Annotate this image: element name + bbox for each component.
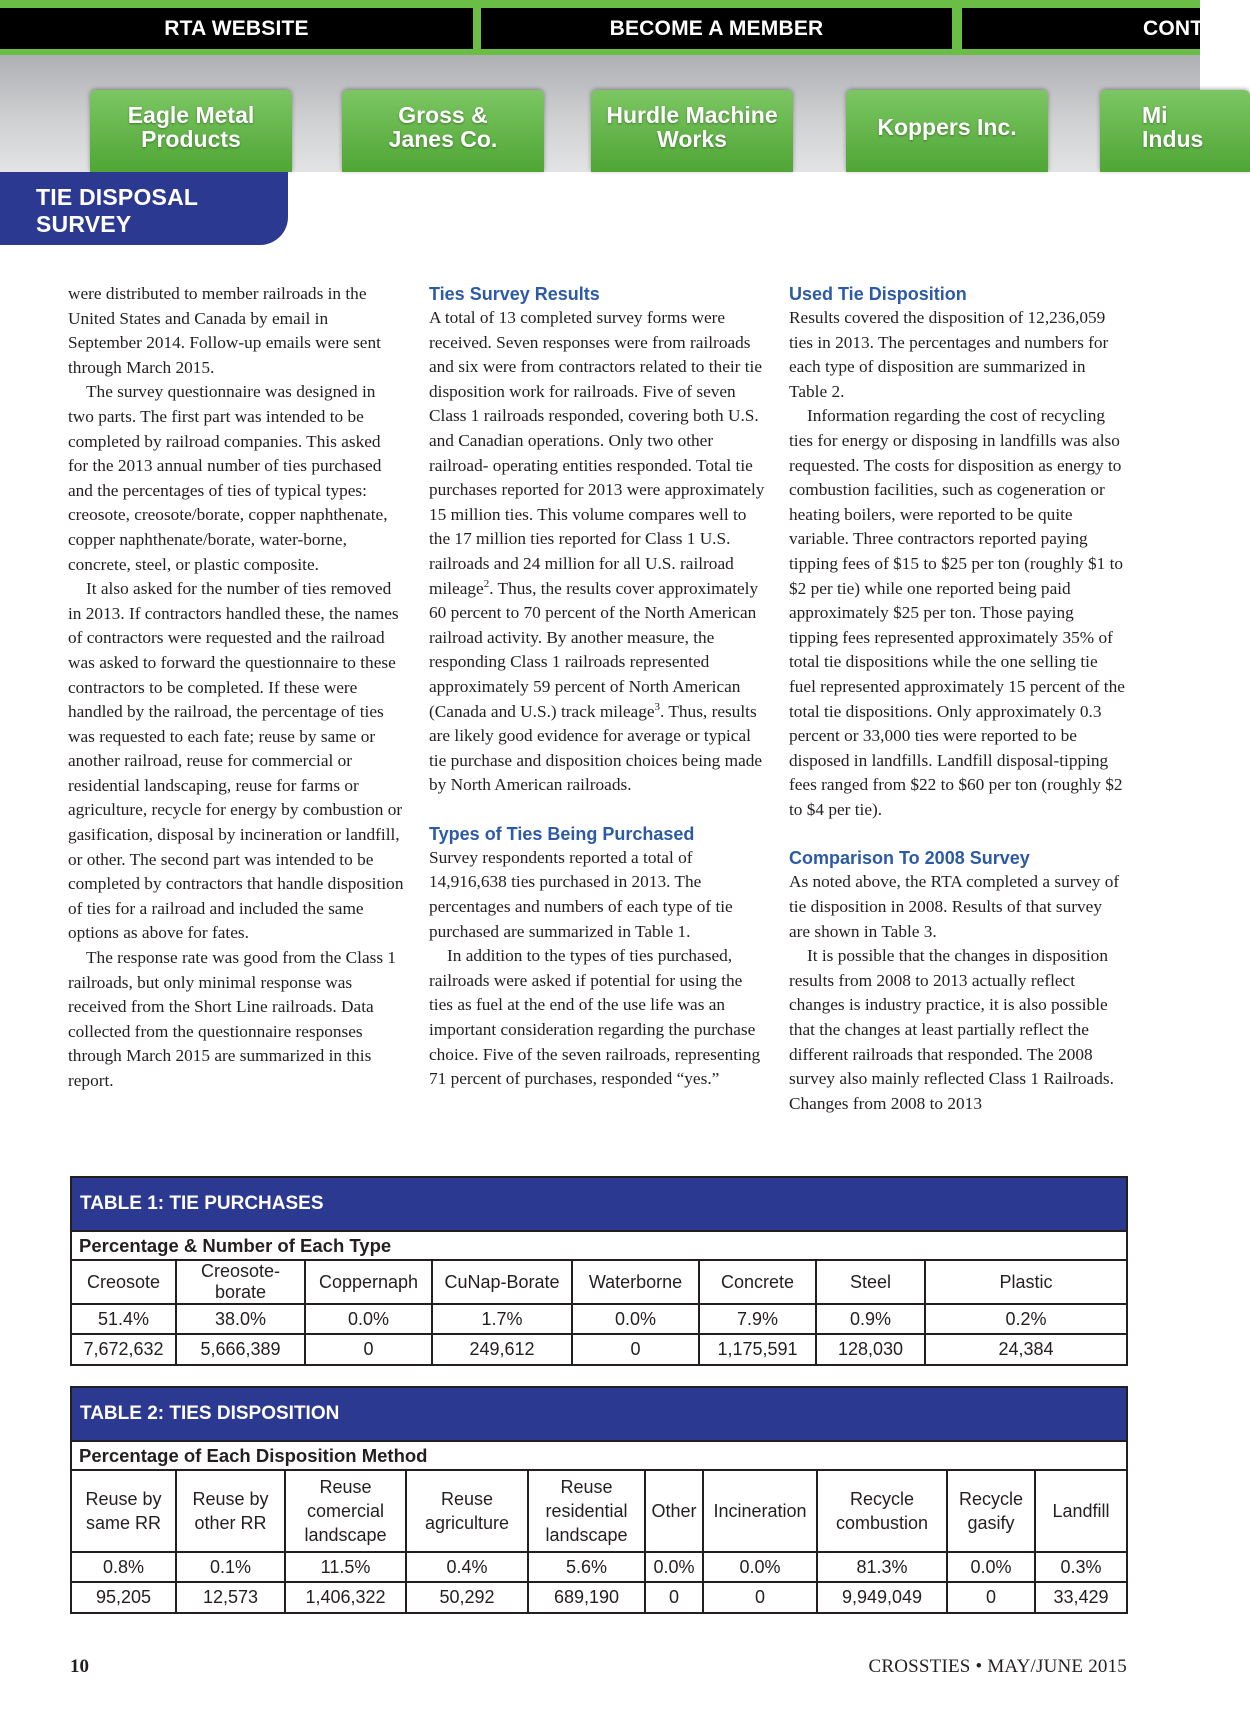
table-cell: 0.0% xyxy=(947,1552,1035,1582)
table-header-cell: Landfill xyxy=(1035,1470,1126,1552)
text-column-3 xyxy=(789,282,1126,1116)
table-cell: 0 xyxy=(703,1582,817,1612)
table-cell: 0 xyxy=(645,1582,703,1612)
member-button-hurdle-machine[interactable] xyxy=(591,90,793,172)
table-cell: 38.0% xyxy=(176,1304,305,1334)
table-header-cell: Recycle combustion xyxy=(817,1470,947,1552)
table-header-cell: Reuse agriculture xyxy=(406,1470,528,1552)
table-cell: 0.2% xyxy=(925,1304,1126,1334)
table-cell: 0.9% xyxy=(816,1304,925,1334)
member-button-label: Gross & Janes Co. xyxy=(388,102,498,152)
paragraph: The response rate was good from the Class 1 railroads, but only minimal response was received from the Short Line railroads. Data collected from the questionnaire responses through March 2015 are summarized in this report. xyxy=(68,948,397,1090)
table-cell: 689,190 xyxy=(528,1582,645,1612)
table-header-cell: Plastic xyxy=(925,1260,1126,1304)
paragraph: Information regarding the cost of recycling ties for energy or disposing in landfills was also requested. The costs for disposition as energy to combustion facilities, such as cogeneration or heating boilers, were reported to be quite variable. Three contractors reported paying tipping fees of $15 to $25 per ton (roughly $1 to $2 per tie) while one reported being paid approximately $25 per ton. Those paying tipping fees represented approximately 35% of total tie dispositions while the one selling tie fuel represented approximately 15 percent of the total tie dispositions. Only approximately 0.3 percent or 33,000 ties were reported to be disposed in landfills. Landfill disposal-tipping fees ranged from $22 to $60 per ton (roughly $2 to $4 per tie). xyxy=(789,406,1125,819)
member-button-eagle-metal[interactable] xyxy=(90,90,292,172)
table-row-number xyxy=(72,1334,1126,1364)
paragraph: In addition to the types of ties purchased, railroads were asked if potential for using the ties as fuel at the end of the use life was an important consideration regarding the purchase choice. Five of the seven railroads, representing 71 percent of purchases, responded “yes.” xyxy=(429,946,761,1089)
table-subtitle: Percentage of Each Disposition Method xyxy=(72,1440,1126,1469)
table-cell: 5.6% xyxy=(528,1552,645,1582)
table-cell: 1.7% xyxy=(432,1304,572,1334)
table-cell: 249,612 xyxy=(432,1334,572,1364)
text-run: . Thus, the results cover approximately 60 percent to 70 percent of the North American railroad activity. By another measure, the responding Class 1 railroads represented approximately 59 percent of North American (Canada and U.S.) track mileage xyxy=(429,578,759,721)
text-run: . Thus, results are likely good evidence for average or typical tie purchase and disposition choices being made by North American railroads. xyxy=(429,701,763,795)
paragraph xyxy=(429,306,766,798)
table-cell: 0 xyxy=(947,1582,1035,1612)
member-button-label: Eagle Metal Products xyxy=(127,102,255,152)
table-cell: 0.0% xyxy=(703,1552,817,1582)
text-column-2 xyxy=(429,282,766,1092)
table-header-cell: Reuse residential landscape xyxy=(528,1470,645,1552)
table-header-cell: Incineration xyxy=(703,1470,817,1552)
table-cell: 12,573 xyxy=(176,1582,285,1612)
table-cell: 0 xyxy=(305,1334,432,1364)
table-cell: 81.3% xyxy=(817,1552,947,1582)
paragraph: Results covered the disposition of 12,236,059 ties in 2013. The percentages and numbers for each type of disposition are summarized in Table 2. xyxy=(789,308,1109,401)
table-cell: 7.9% xyxy=(699,1304,816,1334)
member-button-gross-janes[interactable] xyxy=(342,90,544,172)
top-nav-bar xyxy=(0,0,1218,55)
table-cell: 0.3% xyxy=(1035,1552,1126,1582)
text-column-1 xyxy=(68,282,405,1094)
table-cell: 0.0% xyxy=(305,1304,432,1334)
member-button-label: Hurdle Machine Works xyxy=(606,102,778,152)
table-cell: 0.1% xyxy=(176,1552,285,1582)
table-cell: 0.8% xyxy=(72,1552,176,1582)
member-button-label: Koppers Inc. xyxy=(877,114,1017,140)
table-cell: 9,949,049 xyxy=(817,1582,947,1612)
table-header-cell: Reuse by same RR xyxy=(72,1470,176,1552)
section-heading: Used Tie Disposition xyxy=(789,284,967,304)
data-table xyxy=(72,1469,1126,1612)
table-ties-disposition xyxy=(70,1386,1128,1614)
table-header-cell: Other xyxy=(645,1470,703,1552)
publication-footer: CROSSTIES • MAY/JUNE 2015 xyxy=(868,1656,1127,1677)
table-cell: 1,406,322 xyxy=(285,1582,406,1612)
table-cell: 7,672,632 xyxy=(72,1334,176,1364)
nav-become-a-member[interactable]: BECOME A MEMBER xyxy=(481,8,952,49)
nav-contact[interactable]: CONTA xyxy=(962,8,1200,49)
table-header-cell: Coppernaph xyxy=(305,1260,432,1304)
table-cell: 33,429 xyxy=(1035,1582,1126,1612)
nav-rta-website[interactable]: RTA WEBSITE xyxy=(0,8,473,49)
table-row-percent xyxy=(72,1552,1126,1582)
table-header-cell: Creosote xyxy=(72,1260,176,1304)
table-header-cell: Creosote-borate xyxy=(176,1260,305,1304)
footnote-ref: 3 xyxy=(654,700,661,713)
table-cell: 50,292 xyxy=(406,1582,528,1612)
table-tie-purchases xyxy=(70,1176,1128,1366)
table-header-cell: Waterborne xyxy=(572,1260,699,1304)
table-header-cell: CuNap-Borate xyxy=(432,1260,572,1304)
table-row-percent xyxy=(72,1304,1126,1334)
member-button-label: Mi Indus xyxy=(1142,102,1204,152)
paragraph: Survey respondents reported a total of 14,916,638 ties purchased in 2013. The percentages and numbers of each type of tie purchased are summarized in Table 1. xyxy=(429,847,733,941)
table-cell: 5,666,389 xyxy=(176,1334,305,1364)
member-band xyxy=(0,55,1204,172)
section-heading: Ties Survey Results xyxy=(429,284,600,304)
data-table xyxy=(72,1259,1126,1364)
table-cell: 11.5% xyxy=(285,1552,406,1582)
table-cell: 1,175,591 xyxy=(699,1334,816,1364)
table-row-number xyxy=(72,1582,1126,1612)
table-cell: 95,205 xyxy=(72,1582,176,1612)
table-cell: 0.0% xyxy=(572,1304,699,1334)
table-header-cell: Reuse by other RR xyxy=(176,1470,285,1552)
table-header-row xyxy=(72,1470,1126,1552)
table-cell: 51.4% xyxy=(72,1304,176,1334)
page-number: 10 xyxy=(70,1656,89,1677)
section-heading: Types of Ties Being Purchased xyxy=(429,823,695,844)
table-title: TABLE 2: TIES DISPOSITION xyxy=(72,1388,1126,1440)
table-cell: 0 xyxy=(572,1334,699,1364)
table-header-cell: Reuse comercial landscape xyxy=(285,1470,406,1552)
section-heading: Comparison To 2008 Survey xyxy=(789,848,1030,869)
table-cell: 0.4% xyxy=(406,1552,528,1582)
paragraph: As noted above, the RTA completed a survey of tie disposition in 2008. Results of that survey are shown in Table 3. xyxy=(789,872,1120,941)
footnote-ref: 2 xyxy=(483,577,490,590)
table-cell: 24,384 xyxy=(925,1334,1126,1364)
table-cell: 128,030 xyxy=(816,1334,925,1364)
table-title: TABLE 1: TIE PURCHASES xyxy=(72,1178,1126,1230)
table-subtitle: Percentage & Number of Each Type xyxy=(72,1230,1126,1259)
member-button-koppers[interactable] xyxy=(846,90,1048,172)
paragraph: The survey questionnaire was designed in two parts. The first part was intended to be completed by railroad companies. This asked for the 2013 annual number of ties purchased and the percentages of ties of typical types: creosote, creosote/borate, copper naphthenate, copper naphthenate/borate, water-borne, concrete, steel, or plastic composite. xyxy=(68,382,388,574)
table-header-cell: Recycle gasify xyxy=(947,1470,1035,1552)
paragraph: It also asked for the number of ties removed in 2013. If contractors handled these, the names of contractors were requested and the railroad was asked to forward the questionnaire to these contractors to be completed. If these were handled by the railroad, the percentage of ties was requested to each fate; reuse by same or another railroad, reuse for commercial or residential landscaping, reuse for farms or agriculture, recycle for energy by combustion or gasification, disposal by incineration or landfill, or other. The second part was intended to be completed by contractors that handle disposition of ties for a railroad and included the same options as above for fates. xyxy=(68,579,404,943)
table-cell: 0.0% xyxy=(645,1552,703,1582)
text-run: A total of 13 completed survey forms were received. Seven responses were from railroads and six were from contractors related to their tie disposition work for railroads. Five of seven Class 1 railroads responded, covering both U.S. and Canadian operations. Only two other railroad- operating entities responded. Total tie purchases reported for 2013 were approximately 15 million ties. This volume compares well to the 17 million ties reported for Class 1 U.S. railroads and 24 million for all U.S. railroad mileage xyxy=(429,308,765,598)
table-header-row xyxy=(72,1260,1126,1304)
member-button-partial[interactable] xyxy=(1100,90,1250,172)
paragraph: were distributed to member railroads in the United States and Canada by email in September 2014. Follow-up emails were sent through March 2015. xyxy=(68,284,381,377)
paragraph: It is possible that the changes in disposition results from 2008 to 2013 actually reflect changes is industry practice, it is also possible that the changes at least partially reflect the different railroads that responded. The 2008 survey also mainly reflected Class 1 Railroads. Changes from 2008 to 2013 xyxy=(789,946,1114,1113)
table-header-cell: Concrete xyxy=(699,1260,816,1304)
section-tab: TIE DISPOSAL SURVEY xyxy=(0,172,288,245)
table-header-cell: Steel xyxy=(816,1260,925,1304)
